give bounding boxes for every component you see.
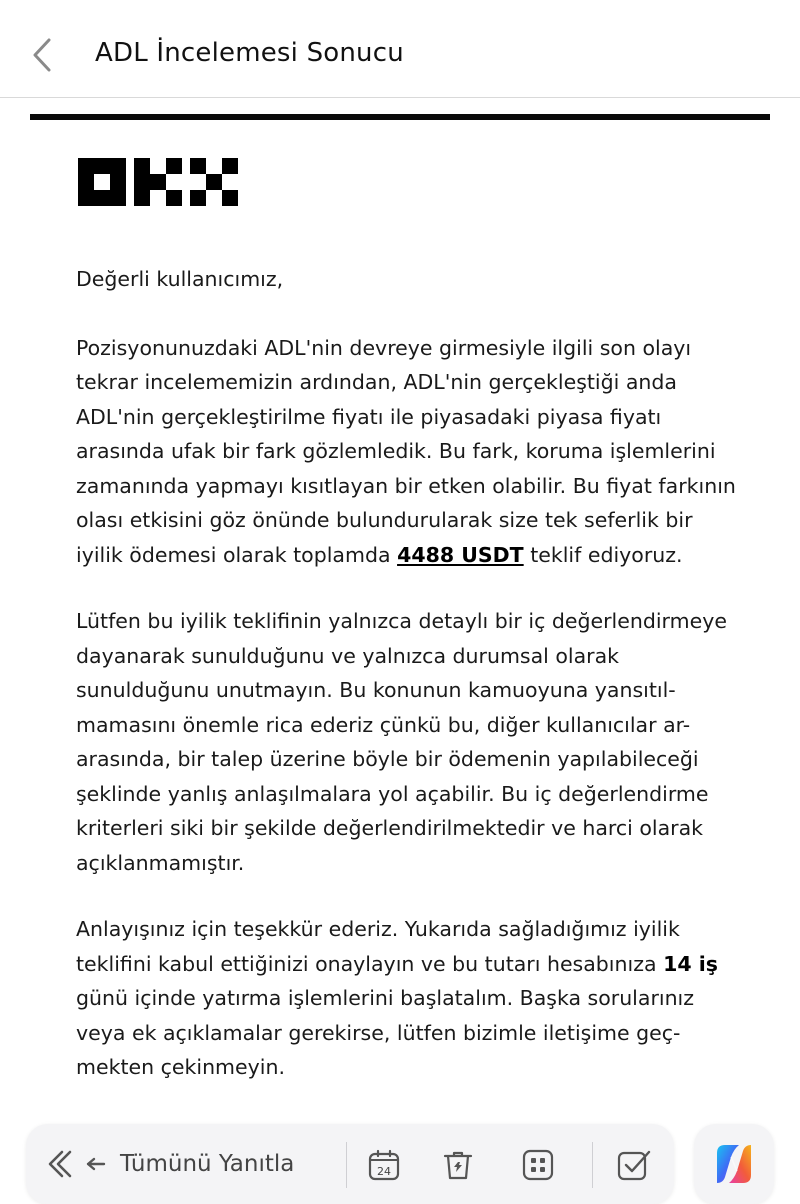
apps-icon xyxy=(521,1148,555,1182)
reply-all-label: Tümünü Yanıtla xyxy=(120,1151,295,1177)
mark-done-button[interactable] xyxy=(610,1142,658,1188)
greeting: Değerli kullanıcımız, xyxy=(76,267,284,291)
copilot-icon xyxy=(709,1139,759,1189)
apps-button[interactable] xyxy=(514,1142,562,1188)
email-top-rule xyxy=(30,114,770,120)
paragraph-3 xyxy=(76,912,744,1085)
paragraph-2: Lütfen bu iyilik teklifinin yalnızca detaylı bir iç değerlendirmeye dayanarak sunulduğunu ve yalnızca durumsal olarak sunulduğunu unutmayın. Bu konunun kamuoyuna yansıtıl-mamasını önemle rica ederiz çünkü bu, diğer kullanıcılar ar-arasında, bir talep üzerine böyle bir ödemenin yapılabileceği şeklinde yanlış anlaşılmalara yol açabilir. Bu iç değerlendirme kriterleri siki bir şekilde değerlendirilmektedir ve harci olarak açıklanmamıştır. xyxy=(76,609,727,875)
email-body xyxy=(76,262,744,1117)
reply-all-button[interactable] xyxy=(44,1140,334,1188)
bottom-toolbar xyxy=(26,1124,674,1204)
okx-logo xyxy=(78,158,238,206)
reply-all-icon xyxy=(44,1146,108,1182)
paragraph-3-tail: günü içinde yatırma işlemlerini başlatalım. Başka sorularınız veya ek açıklamalar gerekirse, lütfen bizimle iletişime geç-mekten çekinmeyin. xyxy=(76,986,695,1079)
toolbar-divider xyxy=(592,1142,593,1188)
calendar-button[interactable] xyxy=(360,1142,408,1188)
chevron-left-icon xyxy=(30,37,54,73)
back-button[interactable] xyxy=(22,30,62,80)
page-title: ADL İncelemesi Sonucu xyxy=(95,38,404,68)
paragraph-1-text: Pozisyonunuzdaki ADL'nin devreye girmesiyle ilgili son olayı tekrar incelememizin ardından, ADL'nin gerçekleştiği anda ADL'nin gerçekleştirilme fiyatı ile piyasadaki piyasa fiyatı arasında ufak bir fark gözlemledik. Bu fark, koruma işlemlerini zamanında yapmayı kısıtlayan bir etken olabilir. Bu fiyat farkının olası etkisini göz önünde bulundurularak size tek seferlik bir iyilik ödemesi olarak toplamda xyxy=(76,335,736,567)
business-days: 14 iş xyxy=(663,951,718,976)
paragraph-1 xyxy=(76,331,744,573)
delete-icon xyxy=(441,1148,475,1182)
paragraph-3-text: Anlayışınız için teşekkür ederiz. Yukarıda sağladığımız iyilik teklifini kabul ettiğinizi onaylayın ve bu tutarı hesabınıza xyxy=(76,917,680,976)
delete-button[interactable] xyxy=(434,1142,482,1188)
offer-amount: 4488 USDT xyxy=(397,542,524,567)
copilot-button[interactable] xyxy=(694,1124,774,1204)
message-header xyxy=(0,0,800,98)
calendar-day: 24 xyxy=(377,1165,391,1178)
toolbar-divider xyxy=(346,1142,347,1188)
calendar-icon xyxy=(367,1148,401,1182)
paragraph-1-tail: teklif ediyoruz. xyxy=(530,542,683,567)
mark-done-icon xyxy=(616,1148,652,1182)
